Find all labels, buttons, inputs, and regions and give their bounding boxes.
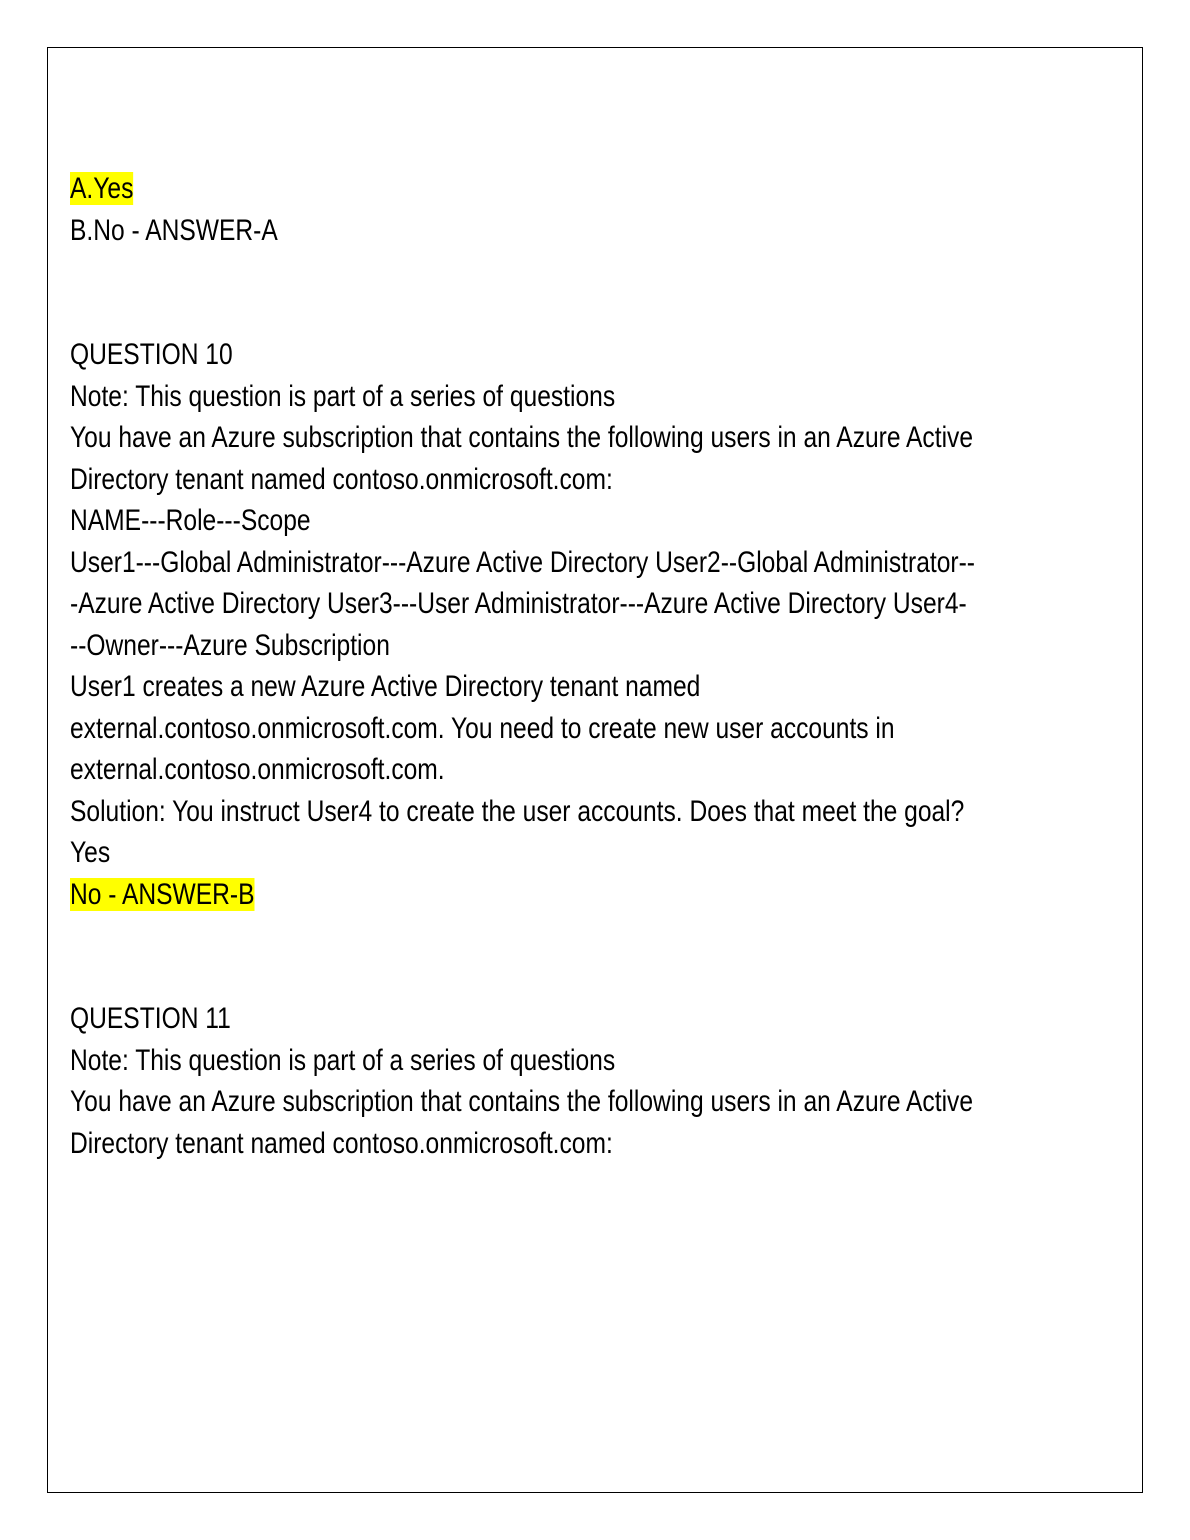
- question-heading: QUESTION 10: [70, 338, 233, 371]
- spacer: [70, 293, 1029, 335]
- question-text-line: -Azure Active Directory User3---User Administrator---Azure Active Directory User4-: [70, 587, 967, 620]
- question-text-line: Directory tenant named contoso.onmicrosoft.com:: [70, 1126, 613, 1160]
- question-text-line: NAME---Role---Scope: [70, 504, 311, 537]
- question-text-line: Note: This question is part of a series of questions: [70, 379, 616, 413]
- answer-option-a: [70, 168, 1029, 210]
- question-text-line: Solution: You instruct User4 to create the user accounts. Does that meet the goal?: [70, 794, 965, 828]
- answer-option-b: B.No - ANSWER-A: [70, 213, 278, 247]
- question-text-line: --Owner---Azure Subscription: [70, 628, 390, 662]
- question-text-line: You have an Azure subscription that contains the following users in an Azure Active: [70, 1085, 974, 1118]
- spacer: [70, 251, 1029, 293]
- question-heading: QUESTION 11: [70, 1002, 231, 1035]
- question-text-line: User1---Global Administrator---Azure Active Directory User2--Global Administrator--: [70, 545, 975, 579]
- question-text-line: You have an Azure subscription that contains the following users in an Azure Active: [70, 421, 974, 454]
- answer-option-yes: Yes: [70, 836, 111, 869]
- question-text-line: Directory tenant named contoso.onmicrosoft.com:: [70, 462, 613, 496]
- highlighted-answer: A.Yes: [70, 172, 134, 205]
- question-text-line: Note: This question is part of a series of questions: [70, 1043, 616, 1077]
- highlighted-answer: No - ANSWER-B: [70, 877, 255, 911]
- question-text-line: external.contoso.onmicrosoft.com.: [70, 753, 445, 786]
- document-body: [70, 168, 1029, 1164]
- spacer: [70, 957, 1029, 999]
- spacer: [70, 915, 1029, 957]
- question-text-line: User1 creates a new Azure Active Directory tenant named: [70, 670, 701, 703]
- question-text-line: external.contoso.onmicrosoft.com. You need to create new user accounts in: [70, 711, 895, 745]
- answer-option-no: [70, 874, 1029, 916]
